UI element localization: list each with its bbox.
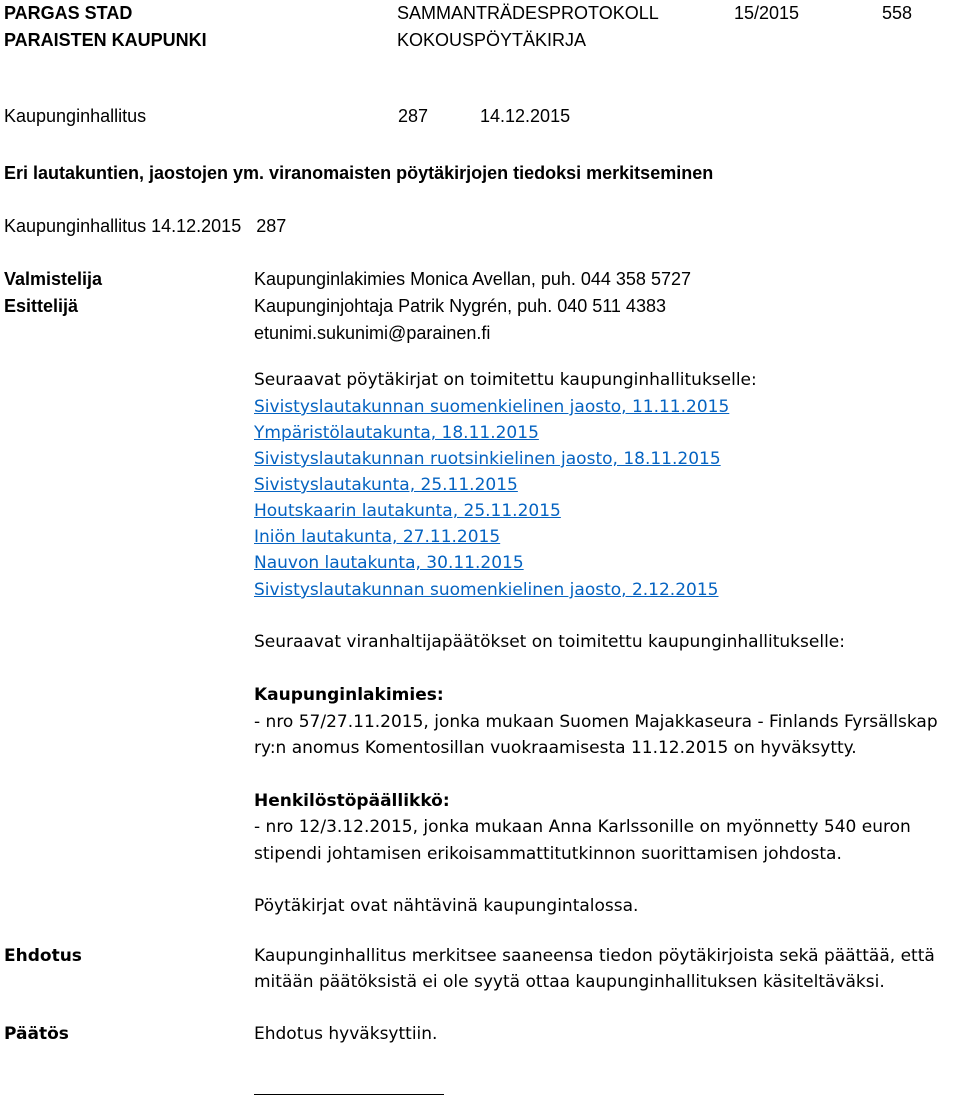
presenter-value: Kaupunginjohtaja Patrik Nygrén, puh. 040 511 4383: [254, 296, 666, 316]
protocol-link[interactable]: Sivistyslautakunnan ruotsinkielinen jaosto, 18.11.2015: [254, 449, 721, 469]
signature-line: [254, 1094, 444, 1095]
proposal-label: Ehdotus: [4, 946, 82, 966]
page-number: 558: [882, 3, 913, 23]
protocol-link[interactable]: Iniön lautakunta, 27.11.2015: [254, 527, 501, 547]
org-name-sv: PARAISTEN KAUPUNKI: [4, 30, 207, 50]
doc-type-fi: KOKOUSPÖYTÄKIRJA: [397, 30, 587, 50]
preparer-label: Valmistelija: [4, 269, 103, 289]
city-lawyer-decision-line1: - nro 57/27.11.2015, jonka mukaan Suomen Majakkaseura - Finlands Fyrsällskap: [254, 712, 938, 732]
section-date: 14.12.2015: [480, 106, 571, 126]
section-item-number: 287: [398, 106, 429, 126]
decisions-intro: Seuraavat viranhaltijapäätökset on toimitettu kaupunginhallitukselle:: [254, 632, 845, 652]
item-ref-body-date: Kaupunginhallitus 14.12.2015: [4, 216, 242, 236]
hr-manager-heading: Henkilöstöpäällikkö:: [254, 791, 450, 811]
item-ref-number: 287: [256, 216, 287, 236]
protocol-link[interactable]: Ympäristölautakunta, 18.11.2015: [254, 423, 539, 443]
city-lawyer-heading: Kaupunginlakimies:: [254, 685, 444, 705]
protocol-link[interactable]: Sivistyslautakunta, 25.11.2015: [254, 475, 518, 495]
doc-type-sv: SAMMANTRÄDESPROTOKOLL: [397, 3, 659, 23]
presenter-email: etunimi.sukunimi@parainen.fi: [254, 323, 491, 343]
protocol-link[interactable]: Sivistyslautakunnan suomenkielinen jaosto, 2.12.2015: [254, 580, 719, 600]
protocol-link[interactable]: Sivistyslautakunnan suomenkielinen jaosto, 11.11.2015: [254, 397, 730, 417]
section-body: Kaupunginhallitus: [4, 106, 147, 126]
decision-value: Ehdotus hyväksyttiin.: [254, 1024, 438, 1044]
city-lawyer-decision-line2: ry:n anomus Komentosillan vuokraamisesta 11.12.2015 on hyväksytty.: [254, 738, 857, 758]
protocol-link[interactable]: Nauvon lautakunta, 30.11.2015: [254, 553, 524, 573]
org-name-fi: PARGAS STAD: [4, 3, 133, 23]
issue-number: 15/2015: [734, 3, 800, 23]
item-ref: [4, 217, 286, 235]
item-title: Eri lautakuntien, jaostojen ym. viranomaisten pöytäkirjojen tiedoksi merkitseminen: [4, 163, 714, 183]
protocol-link[interactable]: Houtskaarin lautakunta, 25.11.2015: [254, 501, 561, 521]
hr-manager-decision-line2: stipendi johtamisen erikoisammattitutkinnon suorittamisen johdosta.: [254, 844, 842, 864]
proposal-line1: Kaupunginhallitus merkitsee saaneensa tiedon pöytäkirjoista sekä päättää, että: [254, 946, 935, 966]
presenter-label: Esittelijä: [4, 296, 79, 316]
proposal-line2: mitään päätöksistä ei ole syytä ottaa kaupunginhallituksen käsiteltäväksi.: [254, 972, 885, 992]
decisions-closing: Pöytäkirjat ovat nähtävinä kaupungintalossa.: [254, 896, 639, 916]
decision-label: Päätös: [4, 1024, 69, 1044]
preparer-value: Kaupunginlakimies Monica Avellan, puh. 044 358 5727: [254, 269, 691, 289]
hr-manager-decision-line1: - nro 12/3.12.2015, jonka mukaan Anna Karlssonille on myönnetty 540 euron: [254, 817, 911, 837]
protocols-intro: Seuraavat pöytäkirjat on toimitettu kaupunginhallitukselle:: [254, 370, 757, 390]
